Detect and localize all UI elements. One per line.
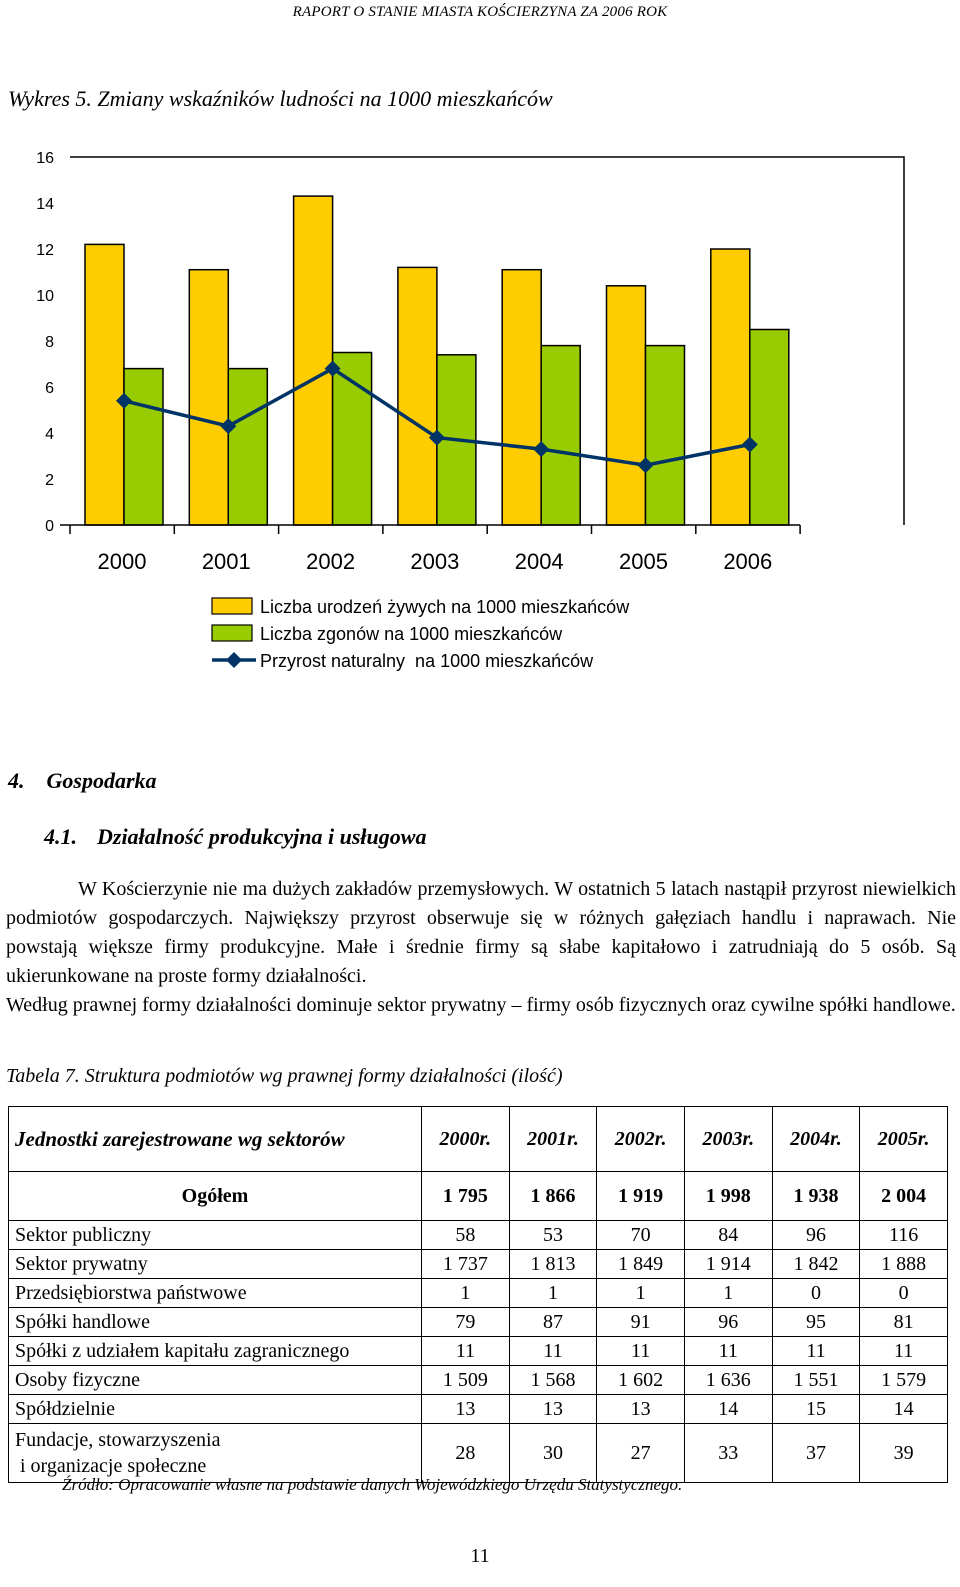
year-header: 2000r. bbox=[422, 1107, 510, 1172]
cell: 11 bbox=[684, 1337, 772, 1366]
cell: 1 813 bbox=[509, 1250, 597, 1279]
table-row bbox=[9, 1337, 948, 1366]
bar-deaths bbox=[228, 369, 267, 525]
bar-births bbox=[502, 270, 541, 525]
cell: 15 bbox=[772, 1395, 860, 1424]
page-number: 11 bbox=[470, 1545, 490, 1567]
legend-label: Liczba urodzeń żywych na 1000 mieszkańców bbox=[260, 597, 630, 617]
body-text bbox=[6, 875, 956, 1020]
cell: 11 bbox=[509, 1337, 597, 1366]
cell: 1 bbox=[684, 1279, 772, 1308]
cell: 39 bbox=[860, 1424, 948, 1483]
y-tick-label: 16 bbox=[36, 150, 54, 167]
source-note: Źródło: Opracowanie własne na podstawie danych Wojewódzkiego Urzędu Statystycznego. bbox=[62, 1475, 683, 1494]
table-caption: Tabela 7. Struktura podmiotów wg prawnej formy działalności (ilość) bbox=[6, 1065, 563, 1087]
row-label bbox=[9, 1424, 422, 1483]
cell: 1 866 bbox=[509, 1172, 597, 1221]
row-label: Sektor prywatny bbox=[9, 1250, 422, 1279]
bar-births bbox=[85, 244, 124, 525]
cell: 1 914 bbox=[684, 1250, 772, 1279]
table-total-row bbox=[9, 1172, 948, 1221]
table-row bbox=[9, 1279, 948, 1308]
y-tick-label: 0 bbox=[45, 518, 54, 535]
row-label: Ogółem bbox=[9, 1172, 422, 1221]
cell: 84 bbox=[684, 1221, 772, 1250]
cell: 96 bbox=[772, 1221, 860, 1250]
cell: 81 bbox=[860, 1308, 948, 1337]
cell: 79 bbox=[422, 1308, 510, 1337]
year-header: 2004r. bbox=[772, 1107, 860, 1172]
cell: 1 849 bbox=[597, 1250, 685, 1279]
row-label-line: Fundacje, stowarzyszenia bbox=[15, 1429, 221, 1451]
bar-births bbox=[294, 196, 333, 525]
section-number: 4. bbox=[8, 768, 25, 793]
bar-deaths bbox=[541, 346, 580, 525]
legend-marker-growth bbox=[226, 652, 242, 668]
cell: 14 bbox=[860, 1395, 948, 1424]
cell: 13 bbox=[509, 1395, 597, 1424]
table-header-label: Jednostki zarejestrowane wg sektorów bbox=[9, 1107, 422, 1172]
registry-table bbox=[8, 1106, 948, 1483]
cell: 58 bbox=[422, 1221, 510, 1250]
population-chart bbox=[0, 140, 960, 690]
year-header: 2005r. bbox=[860, 1107, 948, 1172]
paragraph: W Kościerzynie nie ma dużych zakładów przemysłowych. W ostatnich 5 latach nastąpił przyrost niewielkich podmiotów gospodarczych. Największy przyrost obserwuje się w różnych gałęziach handlu i naprawach. Nie powstają większe firmy produkcyjne. Małe i średnie firmy są słabe kapitałowo i zatrudniają do 5 osób. Są ukierunkowane na proste formy działalności. bbox=[6, 878, 956, 987]
bar-births bbox=[189, 270, 228, 525]
table-row bbox=[9, 1221, 948, 1250]
x-tick-label: 2004 bbox=[514, 549, 564, 574]
section-title: Gospodarka bbox=[46, 768, 157, 793]
y-tick-label: 12 bbox=[36, 242, 54, 259]
cell: 1 795 bbox=[422, 1172, 510, 1221]
cell: 0 bbox=[772, 1279, 860, 1308]
year-header: 2001r. bbox=[509, 1107, 597, 1172]
x-tick-label: 2000 bbox=[97, 549, 147, 574]
legend-label: Liczba zgonów na 1000 mieszkańców bbox=[260, 624, 563, 644]
y-tick-label: 6 bbox=[45, 380, 54, 397]
cell: 11 bbox=[860, 1337, 948, 1366]
cell: 1 737 bbox=[422, 1250, 510, 1279]
cell: 70 bbox=[597, 1221, 685, 1250]
cell: 14 bbox=[684, 1395, 772, 1424]
subsection-title: Działalność produkcyjna i usługowa bbox=[97, 824, 427, 849]
cell: 1 888 bbox=[860, 1250, 948, 1279]
table-row bbox=[9, 1424, 948, 1483]
cell: 95 bbox=[772, 1308, 860, 1337]
cell: 0 bbox=[860, 1279, 948, 1308]
row-label: Spółki handlowe bbox=[9, 1308, 422, 1337]
legend-label: Przyrost naturalny na 1000 mieszkańców bbox=[260, 651, 594, 671]
bar-deaths bbox=[646, 346, 685, 525]
cell: 1 602 bbox=[597, 1366, 685, 1395]
cell: 1 509 bbox=[422, 1366, 510, 1395]
x-tick-label: 2006 bbox=[723, 549, 773, 574]
cell: 1 551 bbox=[772, 1366, 860, 1395]
cell: 1 bbox=[509, 1279, 597, 1308]
cell: 28 bbox=[422, 1424, 510, 1483]
y-tick-label: 4 bbox=[45, 426, 54, 443]
cell: 53 bbox=[509, 1221, 597, 1250]
cell: 87 bbox=[509, 1308, 597, 1337]
subsection-heading bbox=[44, 824, 426, 850]
bar-deaths bbox=[124, 369, 163, 525]
cell: 1 579 bbox=[860, 1366, 948, 1395]
cell: 27 bbox=[597, 1424, 685, 1483]
legend-swatch-births bbox=[212, 598, 252, 614]
cell: 13 bbox=[422, 1395, 510, 1424]
cell: 33 bbox=[684, 1424, 772, 1483]
cell: 96 bbox=[684, 1308, 772, 1337]
cell: 91 bbox=[597, 1308, 685, 1337]
chart-caption: Wykres 5. Zmiany wskaźników ludności na 1000 mieszkańców bbox=[8, 86, 553, 111]
x-tick-label: 2005 bbox=[619, 549, 668, 574]
x-tick-label: 2003 bbox=[410, 549, 460, 574]
cell: 1 bbox=[597, 1279, 685, 1308]
bar-births bbox=[711, 249, 750, 525]
cell: 1 938 bbox=[772, 1172, 860, 1221]
y-tick-label: 2 bbox=[45, 472, 54, 489]
cell: 11 bbox=[772, 1337, 860, 1366]
row-label: Osoby fizyczne bbox=[9, 1366, 422, 1395]
cell: 1 842 bbox=[772, 1250, 860, 1279]
cell: 1 636 bbox=[684, 1366, 772, 1395]
section-heading bbox=[8, 768, 157, 794]
subsection-number: 4.1. bbox=[44, 824, 77, 849]
row-label: Spółki z udziałem kapitału zagranicznego bbox=[9, 1337, 422, 1366]
y-tick-label: 10 bbox=[36, 288, 54, 305]
year-header: 2003r. bbox=[684, 1107, 772, 1172]
cell: 1 bbox=[422, 1279, 510, 1308]
table-row bbox=[9, 1395, 948, 1424]
row-label-line: i organizacje społeczne bbox=[15, 1455, 207, 1477]
cell: 37 bbox=[772, 1424, 860, 1483]
report-header: RAPORT O STANIE MIASTA KOŚCIERZYNA ZA 2006 ROK bbox=[292, 4, 668, 20]
year-header: 2002r. bbox=[597, 1107, 685, 1172]
bar-deaths bbox=[333, 353, 372, 526]
cell: 13 bbox=[597, 1395, 685, 1424]
cell: 30 bbox=[509, 1424, 597, 1483]
row-label: Przedsiębiorstwa państwowe bbox=[9, 1279, 422, 1308]
table-row bbox=[9, 1366, 948, 1395]
cell: 11 bbox=[422, 1337, 510, 1366]
table-row bbox=[9, 1308, 948, 1337]
row-label: Sektor publiczny bbox=[9, 1221, 422, 1250]
legend-swatch-deaths bbox=[212, 625, 252, 641]
cell: 1 998 bbox=[684, 1172, 772, 1221]
y-tick-label: 8 bbox=[45, 334, 54, 351]
bar-births bbox=[398, 267, 437, 525]
paragraph: Według prawnej formy działalności dominuje sektor prywatny – firmy osób fizycznych oraz cywilne spółki handlowe. bbox=[6, 994, 956, 1016]
cell: 1 919 bbox=[597, 1172, 685, 1221]
cell: 1 568 bbox=[509, 1366, 597, 1395]
table-row bbox=[9, 1250, 948, 1279]
x-tick-label: 2002 bbox=[306, 549, 356, 574]
table-header-row bbox=[9, 1107, 948, 1172]
bar-births bbox=[607, 286, 646, 525]
cell: 2 004 bbox=[860, 1172, 948, 1221]
bar-deaths bbox=[750, 330, 789, 526]
cell: 11 bbox=[597, 1337, 685, 1366]
row-label: Spółdzielnie bbox=[9, 1395, 422, 1424]
x-tick-label: 2001 bbox=[201, 549, 251, 574]
cell: 116 bbox=[860, 1221, 948, 1250]
y-tick-label: 14 bbox=[36, 196, 54, 213]
